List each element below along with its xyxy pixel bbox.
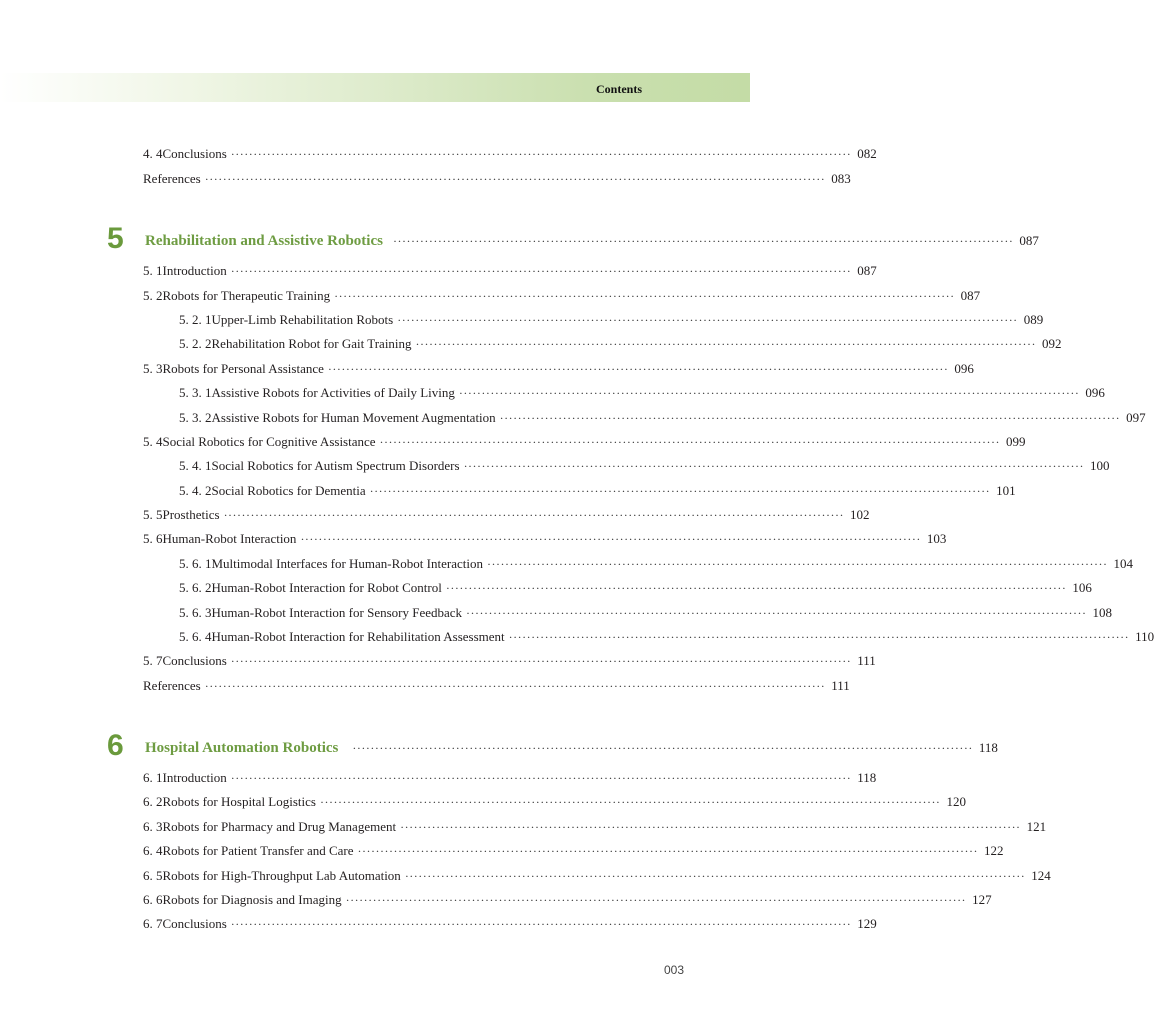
toc-entry[interactable] bbox=[143, 817, 1047, 837]
entry-title: Assistive Robots for Human Movement Augmentation bbox=[211, 410, 496, 425]
entry-number: 5. 3 bbox=[143, 361, 163, 376]
dot-leader: ·········································································································································· bbox=[499, 411, 1121, 425]
toc-entry[interactable] bbox=[143, 866, 1051, 886]
toc-subentry[interactable] bbox=[179, 334, 1062, 354]
entry-number: 5. 6. 2 bbox=[179, 580, 212, 595]
toc-entry[interactable] bbox=[143, 890, 992, 910]
dot-leader: ·········································································································································· bbox=[400, 820, 1021, 834]
entry-title: Human-Robot Interaction for Rehabilitation Assessment bbox=[211, 629, 505, 644]
entry-title: References bbox=[143, 171, 201, 186]
toc-entry[interactable] bbox=[143, 529, 947, 549]
entry-page: 102 bbox=[850, 507, 870, 522]
entry-page: 096 bbox=[954, 361, 974, 376]
dot-leader: ·········································································································································· bbox=[230, 264, 852, 278]
entry-title: Social Robotics for Autism Spectrum Disorders bbox=[211, 458, 460, 473]
dot-leader: ·········································································································································· bbox=[230, 654, 852, 668]
entry-page: 092 bbox=[1042, 336, 1062, 351]
entry-page: 127 bbox=[972, 892, 992, 907]
dot-leader: ·········································································································································· bbox=[319, 795, 941, 809]
dot-leader: ·········································································································································· bbox=[508, 630, 1130, 644]
dot-leader: ·········································································································································· bbox=[392, 234, 1014, 248]
toc-entry-references[interactable] bbox=[143, 676, 850, 696]
entry-page: 089 bbox=[1023, 312, 1044, 327]
toc-entry[interactable] bbox=[143, 792, 966, 812]
dot-leader: ·········································································································································· bbox=[230, 147, 852, 161]
entry-page: 101 bbox=[996, 483, 1016, 498]
toc-subentry[interactable] bbox=[179, 310, 1044, 330]
entry-title: Rehabilitation Robot for Gait Training bbox=[211, 336, 412, 351]
entry-page: 100 bbox=[1090, 458, 1110, 473]
entry-title: Robots for High-Throughput Lab Automation bbox=[162, 868, 401, 883]
entry-title: Assistive Robots for Activities of Daily Living bbox=[211, 385, 455, 400]
entry-title: Human-Robot Interaction for Sensory Feedback bbox=[211, 605, 463, 620]
entry-title: Conclusions bbox=[162, 916, 227, 931]
toc-entry[interactable] bbox=[143, 505, 870, 525]
toc-entry[interactable] bbox=[143, 841, 1004, 861]
entry-number: 4. 4 bbox=[143, 146, 163, 161]
toc-entry[interactable] bbox=[143, 432, 1026, 452]
entry-number: 5. 6. 4 bbox=[179, 629, 212, 644]
entry-title: Robots for Diagnosis and Imaging bbox=[162, 892, 342, 907]
chapter-6-number: 6 bbox=[107, 729, 124, 762]
entry-number: 5. 2. 1 bbox=[179, 312, 212, 327]
entry-page: 120 bbox=[946, 794, 966, 809]
entry-number: 5. 2 bbox=[143, 288, 163, 303]
toc-subentry[interactable] bbox=[179, 603, 1113, 623]
toc-subentry[interactable] bbox=[179, 627, 1154, 647]
chapter-6-heading[interactable] bbox=[145, 737, 998, 759]
running-header-title: Contents bbox=[595, 82, 642, 96]
dot-leader: ·········································································································································· bbox=[204, 172, 826, 186]
entry-page: 083 bbox=[831, 171, 851, 186]
dot-leader: ·········································································································································· bbox=[230, 917, 852, 931]
entry-page: 106 bbox=[1072, 580, 1092, 595]
entry-page: 104 bbox=[1113, 556, 1133, 571]
dot-leader: ·········································································································································· bbox=[466, 606, 1087, 620]
entry-title: Introduction bbox=[162, 263, 227, 278]
toc-subentry[interactable] bbox=[179, 383, 1105, 403]
dot-leader: ·········································································································································· bbox=[379, 435, 1001, 449]
entry-number: 5. 3. 1 bbox=[179, 385, 212, 400]
entry-number: 5. 4 bbox=[143, 434, 163, 449]
entry-title: Robots for Patient Transfer and Care bbox=[162, 843, 354, 858]
entry-page: 118 bbox=[857, 770, 877, 785]
dot-leader: ·········································································································································· bbox=[357, 844, 978, 858]
entry-number: 5. 2. 2 bbox=[179, 336, 212, 351]
entry-number: 5. 7 bbox=[143, 653, 163, 668]
chapter-5-number: 5 bbox=[107, 222, 124, 255]
dot-leader: ·········································································································································· bbox=[445, 581, 1067, 595]
entry-title: Robots for Therapeutic Training bbox=[162, 288, 331, 303]
entry-title: Robots for Hospital Logistics bbox=[162, 794, 316, 809]
entry-title: Social Robotics for Dementia bbox=[211, 483, 366, 498]
entry-number: 5. 6. 3 bbox=[179, 605, 212, 620]
page-number: 003 bbox=[663, 963, 684, 977]
dot-leader: ·········································································································································· bbox=[458, 386, 1080, 400]
entry-number: 6. 2 bbox=[143, 794, 163, 809]
dot-leader: ·········································································································································· bbox=[327, 362, 949, 376]
entry-page: 122 bbox=[983, 843, 1004, 858]
entry-page: 096 bbox=[1085, 385, 1105, 400]
dot-leader: ·········································································································································· bbox=[223, 508, 845, 522]
chapter-title: Hospital Automation Robotics bbox=[145, 740, 339, 756]
toc-entry-4-4[interactable] bbox=[143, 144, 877, 164]
entry-page: 111 bbox=[857, 653, 876, 668]
toc-subentry[interactable] bbox=[179, 408, 1146, 428]
entry-page: 110 bbox=[1135, 629, 1154, 644]
dot-leader: ·········································································································································· bbox=[352, 741, 973, 755]
chapter-page: 087 bbox=[1019, 233, 1039, 248]
entry-number: 6. 3 bbox=[143, 819, 163, 834]
dot-leader: ·········································································································································· bbox=[486, 557, 1108, 571]
entry-page: 103 bbox=[926, 531, 947, 546]
entry-number: 5. 5 bbox=[143, 507, 163, 522]
entry-number: 5. 1 bbox=[143, 263, 163, 278]
dot-leader: ·········································································································································· bbox=[204, 679, 826, 693]
toc-entry[interactable] bbox=[143, 651, 876, 671]
dot-leader: ·········································································································································· bbox=[415, 337, 1037, 351]
entry-title: Social Robotics for Cognitive Assistance bbox=[162, 434, 376, 449]
entry-page: 082 bbox=[857, 146, 877, 161]
entry-title: Multimodal Interfaces for Human-Robot Interaction bbox=[211, 556, 483, 571]
entry-title: Human-Robot Interaction for Robot Control bbox=[211, 580, 442, 595]
entry-number: 6. 1 bbox=[143, 770, 163, 785]
entry-number: 6. 5 bbox=[143, 868, 163, 883]
entry-title: Upper-Limb Rehabilitation Robots bbox=[211, 312, 394, 327]
toc-subentry[interactable] bbox=[179, 554, 1133, 574]
toc-entry-references[interactable] bbox=[143, 169, 851, 189]
toc-entry[interactable] bbox=[143, 914, 877, 934]
entry-title: Introduction bbox=[162, 770, 227, 785]
entry-title: References bbox=[143, 678, 201, 693]
dot-leader: ·········································································································································· bbox=[230, 771, 852, 785]
entry-page: 124 bbox=[1031, 868, 1051, 883]
entry-number: 5. 6. 1 bbox=[179, 556, 212, 571]
entry-page: 129 bbox=[857, 916, 877, 931]
entry-number: 5. 4. 2 bbox=[179, 483, 212, 498]
toc-entry[interactable] bbox=[143, 261, 877, 281]
entry-page: 099 bbox=[1006, 434, 1026, 449]
toc-subentry[interactable] bbox=[179, 456, 1110, 476]
dot-leader: ·········································································································································· bbox=[463, 459, 1085, 473]
chapter-5-heading[interactable] bbox=[145, 230, 1039, 252]
toc-entry[interactable] bbox=[143, 359, 974, 379]
toc-entry[interactable] bbox=[143, 286, 981, 306]
toc-subentry[interactable] bbox=[179, 481, 1016, 501]
dot-leader: ·········································································································································· bbox=[345, 893, 967, 907]
entry-page: 121 bbox=[1026, 819, 1047, 834]
entry-number: 6. 6 bbox=[143, 892, 163, 907]
entry-number: 6. 4 bbox=[143, 843, 163, 858]
entry-title: Conclusions bbox=[162, 653, 227, 668]
chapter-title: Rehabilitation and Assistive Robotics bbox=[145, 233, 383, 249]
dot-leader: ·········································································································································· bbox=[369, 484, 991, 498]
chapter-page: 118 bbox=[978, 740, 998, 755]
dot-leader: ·········································································································································· bbox=[334, 289, 955, 303]
toc-entry[interactable] bbox=[143, 768, 877, 788]
entry-title: Robots for Pharmacy and Drug Management bbox=[162, 819, 397, 834]
entry-number: 5. 4. 1 bbox=[179, 458, 212, 473]
entry-title: Human-Robot Interaction bbox=[162, 531, 297, 546]
dot-leader: ·········································································································································· bbox=[404, 869, 1026, 883]
entry-title: Conclusions bbox=[162, 146, 227, 161]
entry-page: 111 bbox=[831, 678, 850, 693]
entry-page: 108 bbox=[1092, 605, 1113, 620]
entry-title: Robots for Personal Assistance bbox=[162, 361, 324, 376]
dot-leader: ·········································································································································· bbox=[397, 313, 1018, 327]
entry-number: 5. 3. 2 bbox=[179, 410, 212, 425]
entry-page: 087 bbox=[857, 263, 877, 278]
dot-leader: ·········································································································································· bbox=[300, 532, 921, 546]
entry-number: 6. 7 bbox=[143, 916, 163, 931]
entry-number: 5. 6 bbox=[143, 531, 163, 546]
toc-subentry[interactable] bbox=[179, 578, 1092, 598]
entry-title: Prosthetics bbox=[162, 507, 220, 522]
entry-page: 087 bbox=[960, 288, 981, 303]
entry-page: 097 bbox=[1126, 410, 1146, 425]
